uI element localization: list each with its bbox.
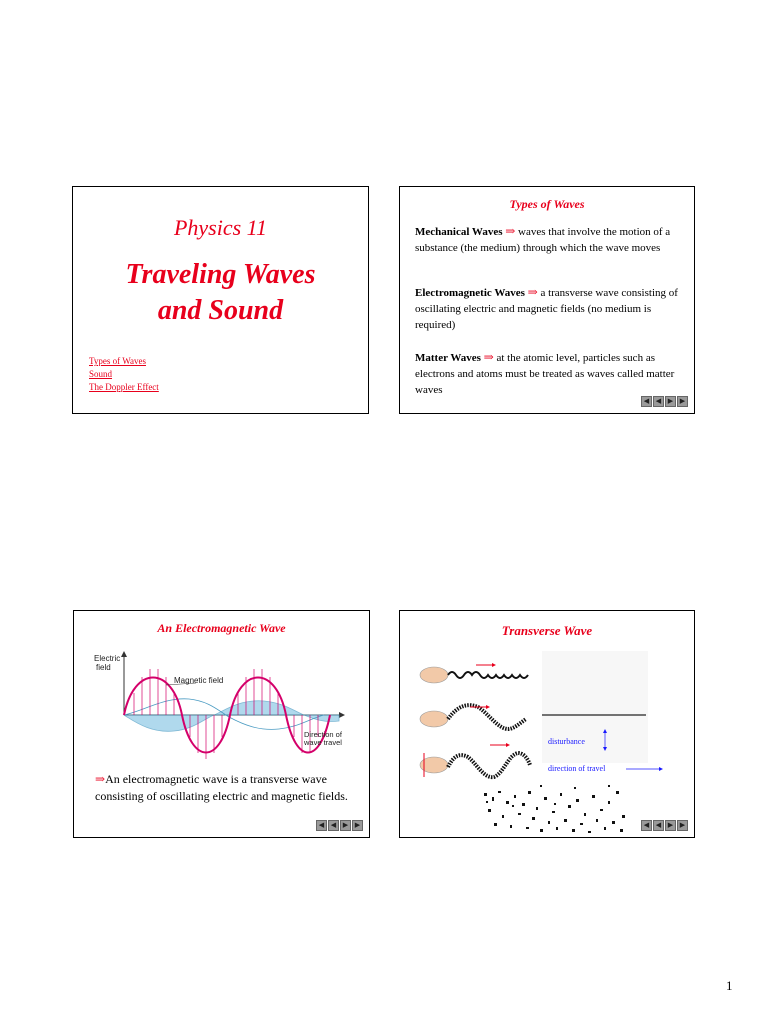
arrow-icon: ⇒ <box>483 350 494 364</box>
direction-label-2: wave travel <box>304 738 342 747</box>
course-title: Physics 11 <box>173 215 268 240</box>
slide-types-of-waves <box>399 186 695 414</box>
electromagnetic-waves-paragraph <box>415 284 685 333</box>
next-icon[interactable]: ▶ <box>665 820 676 831</box>
next-icon[interactable]: ▶ <box>665 396 676 407</box>
last-icon[interactable]: ▶ <box>677 396 688 407</box>
slide-nav <box>641 396 688 407</box>
slide-nav <box>316 820 363 831</box>
slide-title-text: Transverse Wave <box>501 623 593 638</box>
particle-band <box>484 785 625 833</box>
term-label: Matter Waves <box>415 352 481 364</box>
term-label: Electromagnetic Waves <box>415 287 525 299</box>
magnetic-field-label: Magnetic field <box>174 676 224 685</box>
disturbance-label: disturbance <box>548 737 585 746</box>
term-label: Mechanical Waves <box>415 226 503 238</box>
link-types-of-waves[interactable]: Types of Waves <box>89 356 146 366</box>
matter-waves-paragraph <box>415 349 685 398</box>
link-doppler-effect[interactable]: The Doppler Effect <box>89 382 159 392</box>
slide-title-text: An Electromagnetic Wave <box>157 621 286 635</box>
electromagnetic-wave-description <box>95 771 355 805</box>
first-icon[interactable]: ◀ <box>641 396 652 407</box>
next-icon[interactable]: ▶ <box>340 820 351 831</box>
lecture-heading <box>73 257 368 329</box>
direction-label: Direction of <box>304 730 342 739</box>
hand-spring-b <box>420 705 526 729</box>
last-icon[interactable]: ▶ <box>352 820 363 831</box>
direction-of-travel-label: direction of travel <box>548 764 606 773</box>
term-description: at the atomic level, particles such as electrons and atoms must be treated as waves called matter waves <box>415 352 675 396</box>
prev-icon[interactable]: ◀ <box>653 820 664 831</box>
electric-field-label: Electric <box>94 654 121 663</box>
slide-transverse-wave <box>399 610 695 838</box>
arrow-icon: ⇒ <box>527 285 538 299</box>
first-icon[interactable]: ◀ <box>316 820 327 831</box>
electromagnetic-wave-diagram <box>94 645 354 765</box>
slide-title <box>72 186 369 414</box>
slide-nav <box>641 820 688 831</box>
hand-spring-c <box>420 743 530 777</box>
first-icon[interactable]: ◀ <box>641 820 652 831</box>
prev-icon[interactable]: ◀ <box>653 396 664 407</box>
lecture-heading-line1: Traveling Waves <box>125 259 316 290</box>
slide-title-text: Types of Waves <box>509 197 585 211</box>
last-icon[interactable]: ▶ <box>677 820 688 831</box>
prev-icon[interactable]: ◀ <box>328 820 339 831</box>
term-description: waves that involve the motion of a substance (the medium) through which the wave moves <box>415 226 671 254</box>
link-sound[interactable]: Sound <box>89 369 113 379</box>
description-text: An electromagnetic wave is a transverse wave consisting of oscillating electric and magnetic fields. <box>95 772 348 803</box>
electric-field-label-2: field <box>96 663 111 672</box>
arrow-icon: ⇒ <box>505 224 516 238</box>
page-number: 1 <box>726 978 733 993</box>
hand-spring-a <box>420 663 528 683</box>
mechanical-waves-paragraph <box>415 223 685 256</box>
term-description: a transverse wave consisting of oscillating electric and magnetic fields (no medium is required) <box>415 287 678 331</box>
lecture-heading-line2: and Sound <box>157 295 284 326</box>
slide-electromagnetic-wave <box>73 610 370 838</box>
arrow-icon: ⇒ <box>95 772 106 786</box>
topic-links <box>89 355 159 394</box>
